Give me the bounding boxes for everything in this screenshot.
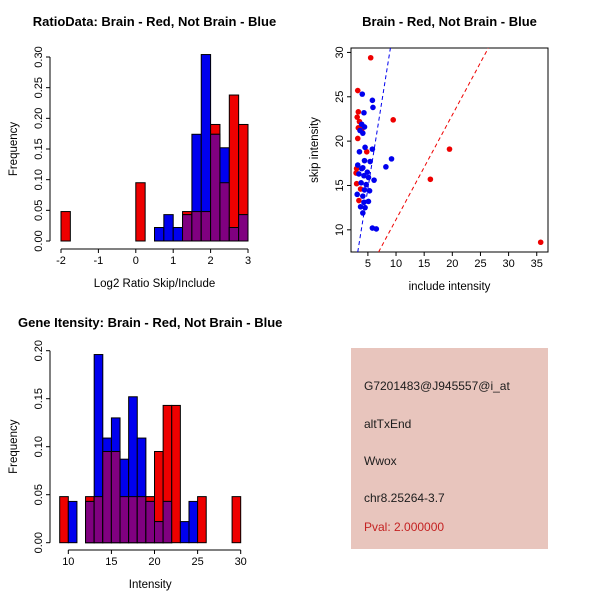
y-tick-label: 20: [334, 135, 346, 148]
data-point: [428, 176, 434, 182]
y-tick-label: 0.30: [33, 46, 45, 68]
chart-title: RatioData: Brain - Red, Not Brain - Blue: [32, 14, 277, 29]
x-tick-label: 2: [207, 255, 214, 267]
y-tick-label: 0.20: [33, 339, 45, 362]
red-bar: [61, 212, 70, 241]
y-axis-title: Frequency: [8, 121, 20, 177]
red-bar: [60, 497, 69, 543]
y-tick-label: 0.10: [33, 435, 45, 458]
x-tick-label: 35: [530, 258, 543, 270]
data-point: [354, 192, 360, 198]
probe-id-text: G7201483@J945557@i_at: [364, 379, 510, 393]
x-tick-label: 10: [62, 556, 75, 568]
gene-hist-chart: [8, 315, 282, 591]
data-point: [374, 226, 380, 232]
overlap-bar: [163, 501, 172, 542]
data-point: [370, 105, 376, 111]
data-point: [371, 177, 377, 183]
y-axis: [334, 46, 351, 236]
x-tick-label: 15: [105, 556, 118, 568]
y-tick-label: 0.05: [33, 483, 45, 506]
x-tick-label: 10: [389, 258, 403, 270]
x-tick-label: -2: [56, 255, 66, 267]
overlap-bar: [111, 452, 120, 543]
overlap-bar: [155, 522, 164, 543]
red-points: [353, 55, 543, 245]
x-axis-title: Log2 Ratio Skip/Include: [93, 278, 216, 290]
x-tick-label: 25: [474, 258, 487, 270]
data-point: [390, 117, 396, 123]
data-point: [368, 55, 374, 61]
data-point: [383, 164, 389, 170]
blue-bar: [180, 522, 189, 543]
scatter-chart: [309, 14, 548, 293]
y-tick-label: 0.00: [33, 230, 45, 252]
data-point: [358, 180, 364, 186]
blue-bar: [189, 501, 198, 542]
data-point: [355, 136, 361, 142]
y-axis-title: skip intensity: [309, 117, 321, 183]
data-point: [538, 239, 544, 245]
data-point: [389, 156, 395, 162]
x-axis: [56, 249, 251, 267]
data-point: [356, 198, 362, 204]
red-bar: [172, 405, 181, 542]
data-point: [360, 210, 366, 216]
data-point: [366, 175, 372, 181]
overlap-bar: [86, 501, 95, 542]
x-tick-label: 15: [418, 258, 431, 270]
data-point: [355, 88, 361, 94]
x-tick-label: 20: [148, 556, 161, 568]
x-tick-label: 30: [234, 556, 247, 568]
x-tick-label: 5: [364, 258, 371, 270]
data-point: [362, 205, 368, 211]
histogram-bars: [61, 55, 248, 241]
overlap-bar: [103, 452, 112, 543]
y-axis-title: Frequency: [8, 419, 20, 474]
x-tick-label: 25: [191, 556, 204, 568]
overlap-bar: [146, 501, 155, 542]
red-bar: [198, 497, 207, 543]
blue-bar: [164, 215, 173, 241]
x-tick-label: 20: [446, 258, 459, 270]
data-point: [361, 110, 367, 116]
y-axis: [33, 340, 50, 553]
overlap-bar: [120, 497, 129, 543]
overlap-bar: [94, 497, 103, 543]
data-point: [362, 145, 368, 151]
overlap-bar: [220, 183, 229, 241]
overlap-bar: [129, 497, 138, 543]
data-point: [357, 149, 363, 155]
data-point: [362, 158, 368, 164]
gene-name-text: Wwox: [364, 454, 397, 468]
x-axis: [365, 252, 543, 270]
overlap-bar: [137, 497, 146, 543]
y-tick-label: 15: [334, 179, 346, 192]
data-point: [367, 188, 373, 194]
y-axis: [33, 46, 50, 251]
data-point: [447, 146, 453, 152]
histogram-bars: [60, 355, 241, 543]
y-tick-label: 0.15: [33, 138, 45, 160]
blue-bar: [173, 228, 182, 241]
chart-title: Brain - Red, Not Brain - Blue: [362, 14, 537, 29]
red-bar: [136, 183, 145, 241]
overlap-bar: [192, 212, 201, 241]
data-point: [360, 193, 366, 199]
y-tick-label: 0.00: [33, 531, 45, 554]
pval-text: Pval: 2.000000: [364, 520, 445, 534]
y-tick-label: 0.20: [33, 107, 45, 130]
y-tick-label: 0.05: [33, 199, 45, 222]
data-point: [367, 159, 373, 165]
overlap-bar: [201, 212, 210, 241]
data-point: [362, 187, 368, 193]
blue-bar: [155, 228, 164, 241]
data-point: [356, 171, 362, 177]
y-tick-label: 10: [334, 223, 346, 236]
overlap-bar: [239, 215, 248, 241]
x-tick-label: -1: [93, 255, 104, 267]
y-tick-label: 0.25: [33, 76, 45, 99]
data-point: [356, 109, 362, 115]
y-tick-label: 30: [334, 46, 346, 59]
data-point: [360, 130, 366, 136]
x-axis-title: Intensity: [128, 579, 172, 591]
locus-text: chr8.25264-3.7: [364, 491, 445, 505]
x-tick-label: 1: [170, 255, 177, 267]
data-point: [359, 166, 365, 172]
red-bar: [232, 497, 241, 543]
overlap-bar: [183, 215, 192, 241]
x-tick-label: 0: [132, 255, 139, 267]
data-point: [366, 199, 372, 205]
x-axis: [62, 550, 247, 568]
x-tick-label: 3: [244, 255, 252, 267]
y-tick-label: 0.15: [33, 387, 45, 410]
data-point: [362, 124, 368, 130]
data-point: [359, 91, 365, 97]
red-bar: [229, 95, 238, 241]
x-tick-label: 30: [502, 258, 515, 270]
data-point: [370, 98, 376, 104]
event-type-text: altTxEnd: [364, 417, 412, 431]
overlap-bar: [211, 134, 220, 241]
y-tick-label: 25: [334, 90, 346, 103]
overlap-bar: [229, 228, 238, 241]
info-panel: [351, 348, 548, 549]
chart-title: Gene Itensity: Brain - Red, Not Brain - Blue: [18, 315, 283, 330]
ratio-hist-chart: [8, 14, 276, 290]
blue-bar: [68, 501, 77, 542]
data-point: [363, 182, 369, 188]
data-point: [370, 146, 376, 152]
x-axis-title: include intensity: [408, 281, 491, 293]
y-tick-label: 0.10: [33, 168, 45, 191]
